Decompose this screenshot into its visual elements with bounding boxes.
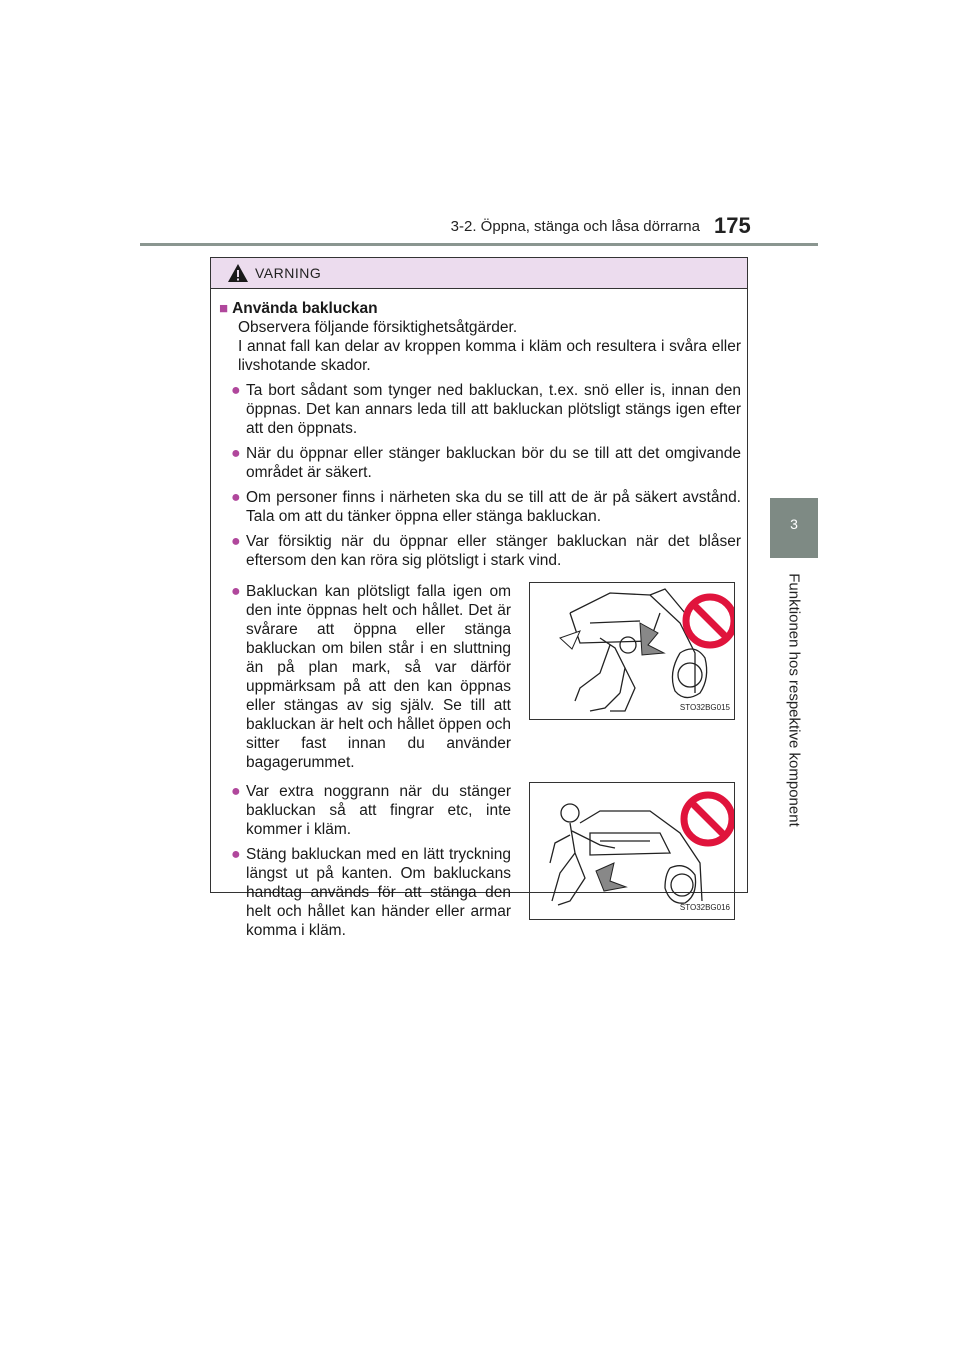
image-code: STO32BG015 (679, 703, 730, 712)
warning-title: VARNING (255, 265, 322, 281)
image-code: STO32BG016 (679, 903, 730, 912)
list-item (219, 532, 741, 570)
bullet-dot-icon: ● (231, 533, 241, 550)
list-item-text: Stäng bakluckan med en lätt tryckning längst ut på kanten. Om bakluckans handtag används för att stänga den helt och hållet kan händer eller armar komma i kläm. (246, 846, 511, 939)
illustration-tailgate-falling (529, 582, 735, 720)
warning-header (211, 258, 747, 289)
list-item-text: När du öppnar eller stänger bakluckan bör du se till att det omgivande området är säkert. (246, 445, 741, 481)
list-item (219, 582, 511, 772)
list-item (219, 782, 511, 839)
bullet-dot-icon: ● (231, 846, 241, 863)
warning-body (211, 289, 747, 940)
list-item-text: Var försiktig när du öppnar eller stänger bakluckan när det blåser eftersom den kan röra sig plötsligt i stark vind. (246, 533, 741, 569)
list-item-text: Ta bort sådant som tynger ned bakluckan, t.ex. snö eller is, innan den öppnas. Det kan annars leda till att bakluckan plötsligt stängs igen efter att den öppnats. (246, 382, 741, 437)
illustration-closing-tailgate (529, 782, 735, 920)
image-section-1 (219, 582, 741, 772)
bullet-dot-icon: ● (231, 583, 241, 600)
header-divider (140, 243, 818, 246)
list-item (219, 845, 511, 940)
chapter-title: Funktionen hos respektive komponent (785, 573, 803, 827)
bullet-dot-icon: ● (231, 445, 241, 462)
square-bullet-icon: ■ (219, 300, 229, 317)
list-item-text: Bakluckan kan plötsligt falla igen om den inte öppnas helt och hållet. Det är svårare att öppna eller stänga bakluckan om bilen står i en sluttning än på plan mark, så var därför uppmärksam på att den kan öppnas eller stängas av sig själv. Se till att bakluckan är helt och hållet öppen och sitter fast innan du använder bagagerummet. (246, 583, 511, 771)
list-item (219, 488, 741, 526)
bullet-dot-icon: ● (231, 382, 241, 399)
list-item-text: Var extra noggrann när du stänger bakluckan så att fingrar etc, inte kommer i kläm. (246, 783, 511, 838)
image-section-2 (219, 782, 741, 940)
warning-intro (219, 318, 741, 375)
intro-line: I annat fall kan delar av kroppen komma i kläm och resultera i svåra eller livshotande skador. (238, 338, 741, 374)
bullet-dot-icon: ● (231, 489, 241, 506)
intro-line: Observera följande försiktighetsåtgärder. (238, 319, 518, 336)
list-item (219, 444, 741, 482)
bullet-dot-icon: ● (231, 783, 241, 800)
header-section-title: 3-2. Öppna, stänga och låsa dörrarna (450, 218, 700, 235)
warning-heading (219, 299, 741, 318)
chapter-tab: 3 (770, 498, 818, 558)
warning-heading-text: Använda bakluckan (232, 300, 378, 317)
page-number: 175 (714, 213, 751, 238)
list-item (219, 381, 741, 438)
warning-box (210, 257, 748, 939)
list-item-text: Om personer finns i närheten ska du se till att de är på säkert avstånd. Tala om att du tänker öppna eller stänga bakluckan. (246, 489, 741, 525)
warning-triangle-icon (227, 263, 249, 283)
